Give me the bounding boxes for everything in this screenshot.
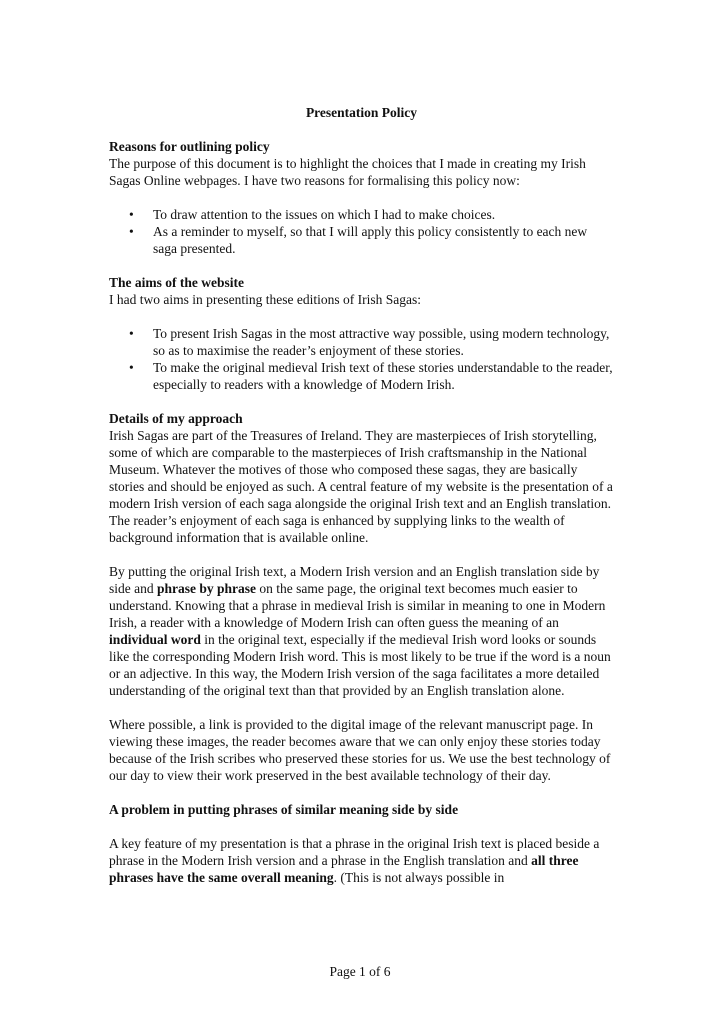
paragraph-approach-2: By putting the original Irish text, a Modern Irish version and an English translation side by side and phrase by phrase on the same page, the original text becomes much easier to understand. Knowing that a phrase in medieval Irish is similar in meaning to one in Modern Irish, a reader with a knowledge of Modern Irish can often guess the meaning of an individual word in the original text, especially if the medieval Irish word looks or sounds like the corresponding Modern Irish word. This is most likely to be true if the word is a noun or an adjective. In this way, the Modern Irish version of the saga facilitates a more detailed understanding of the original text than that provided by an English translation alone.	[109, 564, 611, 698]
section-heading-problem: A problem in putting phrases of similar meaning side by side	[109, 802, 459, 817]
bullet-icon: •	[129, 207, 134, 222]
section-heading-aims: The aims of the website	[109, 275, 244, 290]
bullet-icon: •	[129, 224, 134, 239]
page-title: Presentation Policy	[305, 105, 418, 120]
page-number: Page 1 of 6	[329, 964, 391, 979]
list-item: • To make the original medieval Irish text of these stories understandable to the reader, especially to readers with a knowledge of Modern Irish.	[129, 360, 613, 392]
list-item: • To present Irish Sagas in the most attractive way possible, using modern technology, so as to maximise the reader’s enjoyment of these stories.	[129, 326, 610, 358]
emphasis-individual-word: individual word	[109, 632, 201, 647]
paragraph-approach-3: Where possible, a link is provided to the digital image of the relevant manuscript page. In viewing these images, the reader becomes aware that we can only enjoy these stories today because of the Irish scribes who preserved these stories for us. We use the best technology of our day to view their work preserved in the best available technology of their day.	[109, 717, 611, 783]
section-intro-reasons: The purpose of this document is to highlight the choices that I made in creating my Irish Sagas Online webpages. I have two reasons for formalising this policy now:	[109, 156, 586, 188]
paragraph-problem: A key feature of my presentation is that a phrase in the original Irish text is placed beside a phrase in the Modern Irish version and a phrase in the English translation and all three phrases have the same overall meaning. (This is not always possible in	[109, 836, 600, 885]
emphasis-phrase-by-phrase: phrase by phrase	[157, 581, 257, 596]
paragraph-approach-1: Irish Sagas are part of the Treasures of Ireland. They are masterpieces of Irish storytelling, some of which are comparable to the masterpieces of Irish craftsmanship in the National Museum. Whatever the motives of those who composed these sagas, they are basically stories and should be enjoyed as such. A central feature of my website is the presentation of a modern Irish version of each saga alongside the original Irish text and an English translation. The reader’s enjoyment of each saga is enhanced by supplying links to the wealth of background information that is available online.	[109, 428, 613, 545]
document-body	[109, 104, 614, 886]
section-intro-aims: I had two aims in presenting these editions of Irish Sagas:	[109, 292, 421, 307]
section-heading-approach: Details of my approach	[109, 411, 243, 426]
list-item: • As a reminder to myself, so that I will apply this policy consistently to each new saga presented.	[129, 224, 588, 256]
bullet-icon: •	[129, 326, 134, 341]
bullet-icon: •	[129, 360, 134, 375]
emphasis-same-meaning: all three phrases have the same overall meaning	[109, 853, 579, 885]
section-heading-reasons: Reasons for outlining policy	[109, 139, 270, 154]
bullet-list-reasons	[109, 206, 614, 257]
list-item: • To draw attention to the issues on which I had to make choices.	[129, 207, 496, 222]
bullet-list-aims	[109, 325, 614, 393]
